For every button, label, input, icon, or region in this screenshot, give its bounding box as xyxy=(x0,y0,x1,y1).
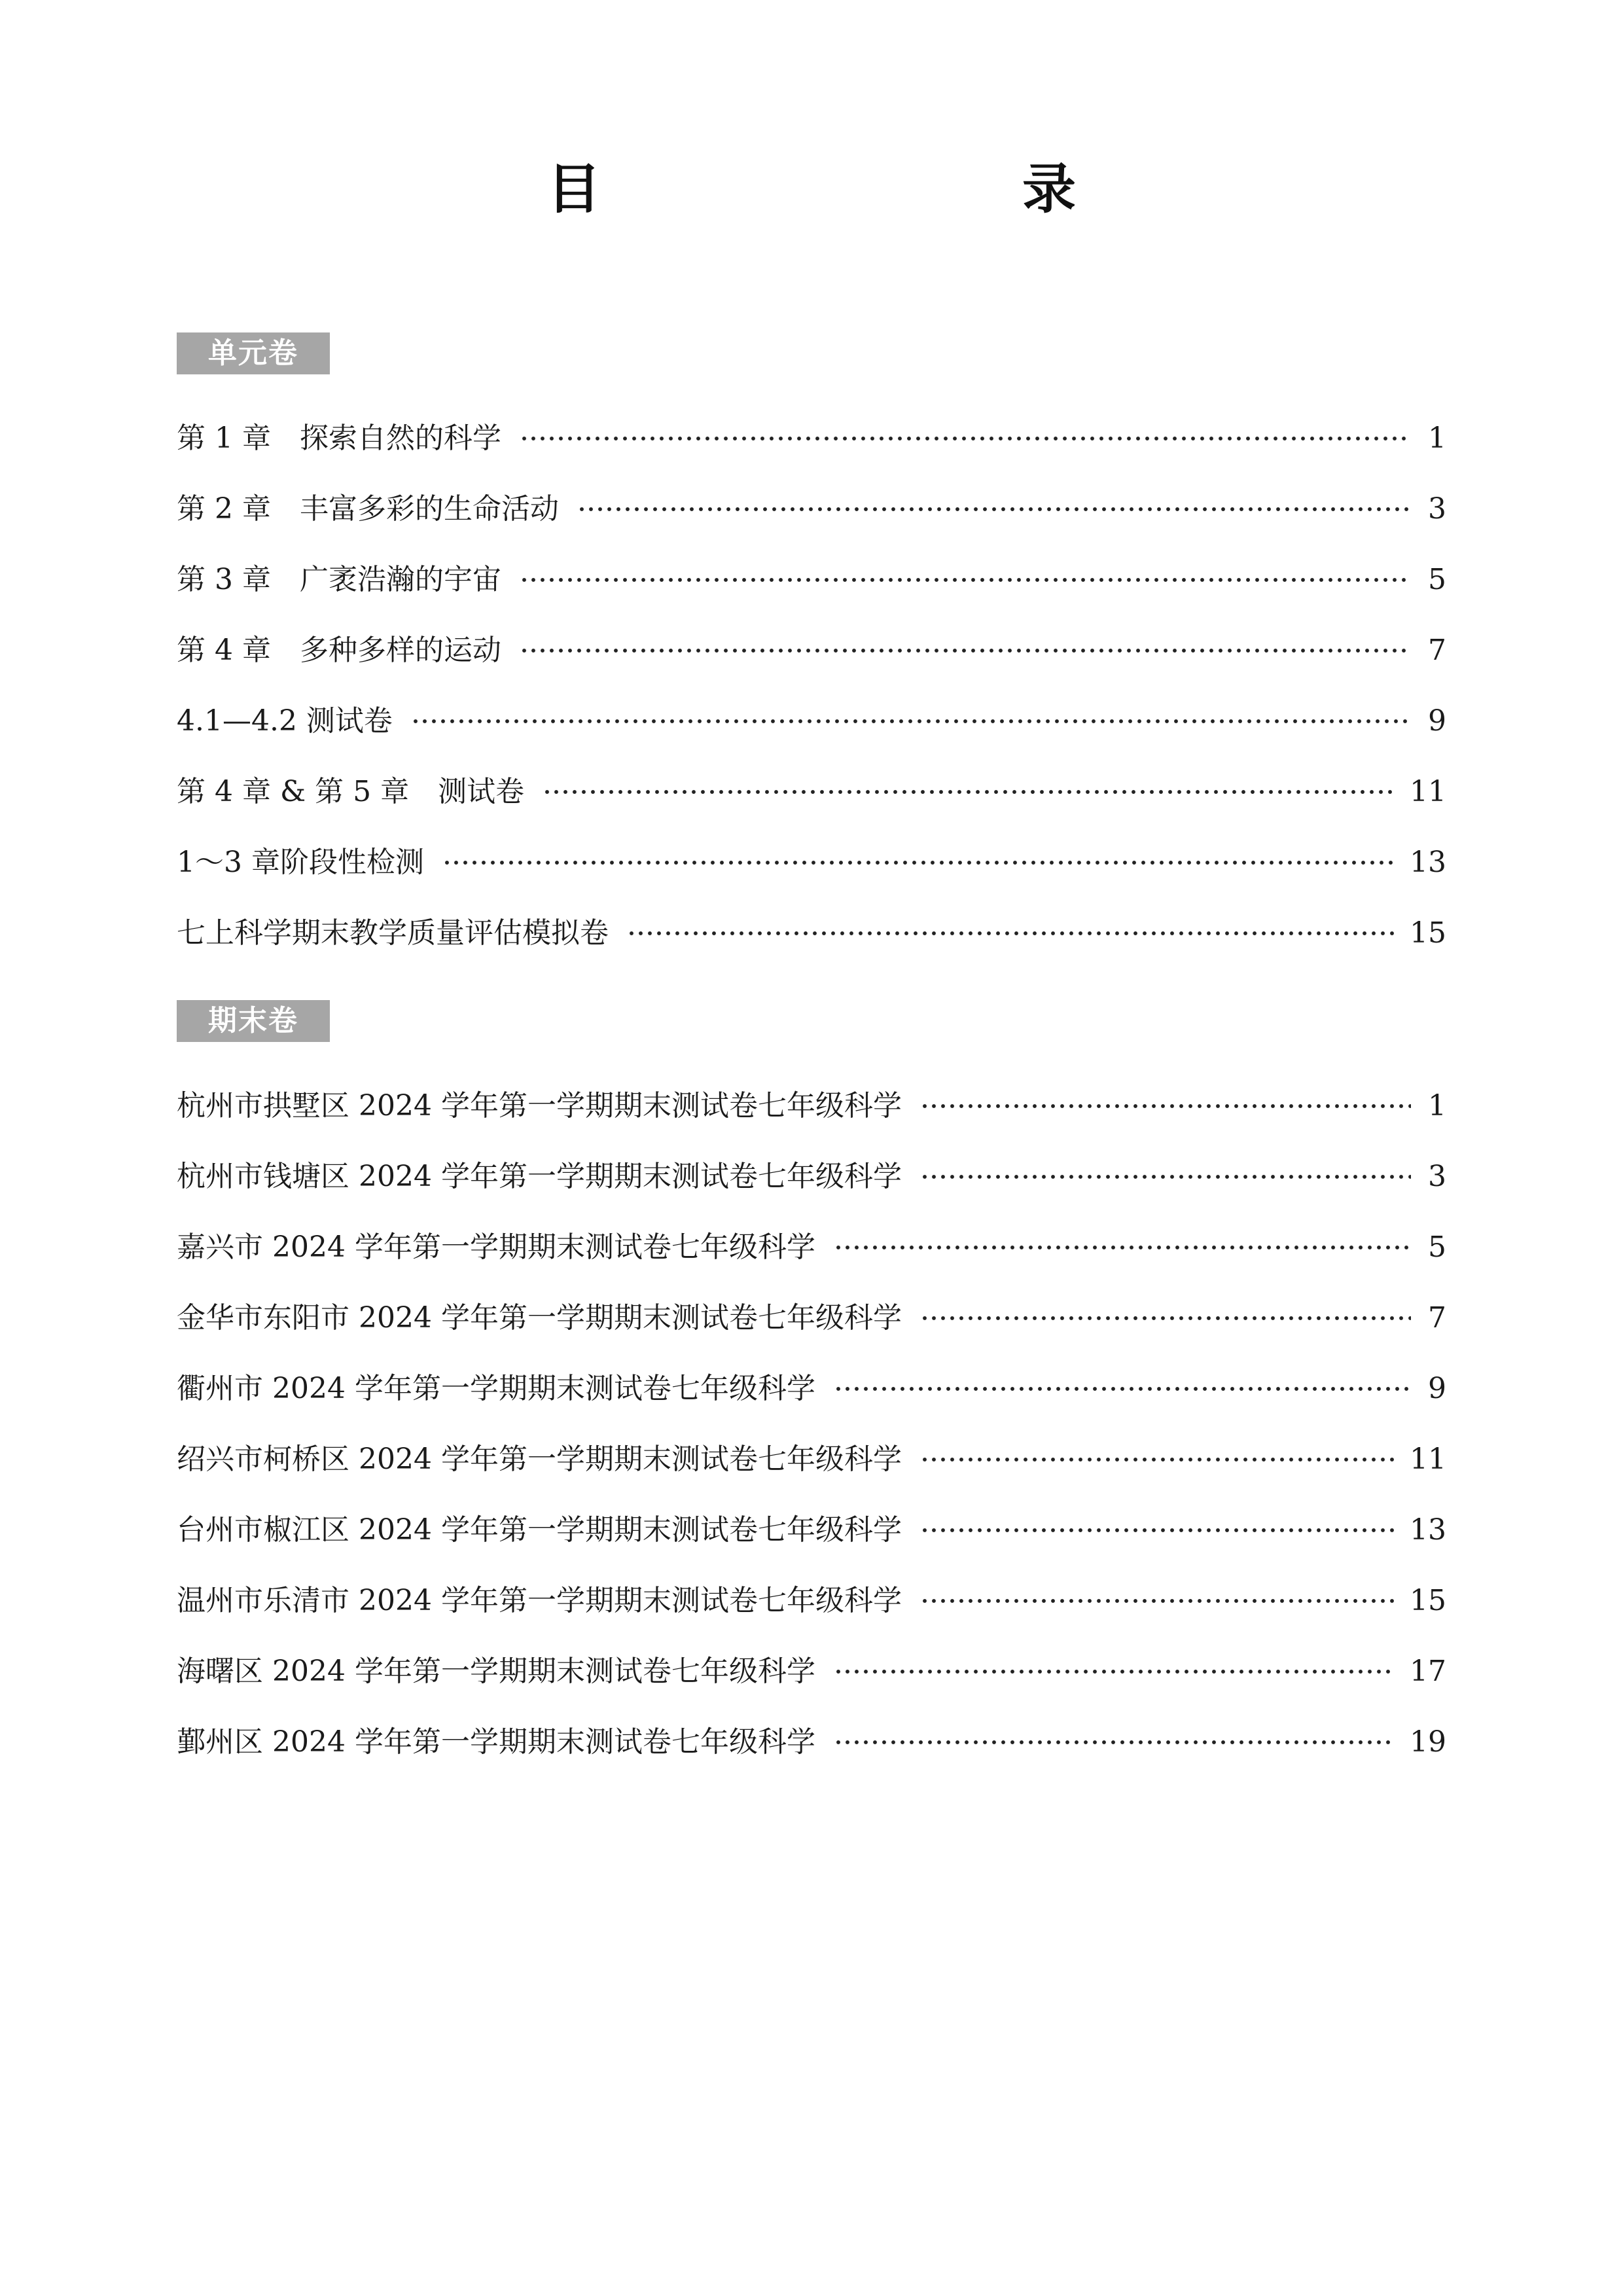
toc-entry[interactable] xyxy=(177,1283,1446,1354)
toc-entry-title: 第 1 章 探索自然的科学 xyxy=(177,422,501,455)
toc-entry[interactable] xyxy=(177,1636,1446,1707)
toc-entry-title: 绍兴市柯桥区 2024 学年第一学期期末测试卷七年级科学 xyxy=(177,1443,902,1476)
dot-leader xyxy=(627,931,1394,936)
toc-entry[interactable] xyxy=(177,1495,1446,1566)
toc-entry-page: 1 xyxy=(1428,422,1446,455)
toc-entry-page: 5 xyxy=(1428,563,1446,596)
toc-entry-title: 第 2 章 丰富多彩的生命活动 xyxy=(177,492,559,526)
toc-entry[interactable] xyxy=(177,1141,1446,1212)
section-tag: 单元卷 xyxy=(177,332,330,374)
toc-entry-page: 7 xyxy=(1428,1301,1446,1335)
toc-entry-title: 嘉兴市 2024 学年第一学期期末测试卷七年级科学 xyxy=(177,1230,815,1264)
toc-entry-page: 3 xyxy=(1428,492,1446,526)
dot-leader xyxy=(834,1386,1411,1391)
toc-entry-page: 5 xyxy=(1428,1230,1446,1264)
toc-entry-title: 衢州市 2024 学年第一学期期末测试卷七年级科学 xyxy=(177,1372,815,1405)
toc-entry[interactable] xyxy=(177,1354,1446,1424)
toc-entry-page: 7 xyxy=(1428,634,1446,667)
toc-entry[interactable] xyxy=(177,1707,1446,1778)
dot-leader xyxy=(834,1245,1411,1250)
toc-entry-page: 13 xyxy=(1410,846,1446,879)
toc-entry-page: 11 xyxy=(1410,1443,1446,1476)
toc-entry-title: 第 4 章 & 第 5 章 测试卷 xyxy=(177,775,525,808)
toc-entry[interactable] xyxy=(177,686,1446,757)
section-tag: 期末卷 xyxy=(177,1000,330,1042)
dot-leader xyxy=(520,577,1411,583)
dot-leader xyxy=(920,1598,1394,1604)
toc-entry-page: 9 xyxy=(1428,1372,1446,1405)
toc-entry[interactable] xyxy=(177,1566,1446,1636)
toc-entry-page: 15 xyxy=(1410,1584,1446,1617)
toc-entry[interactable] xyxy=(177,403,1446,474)
toc-list xyxy=(177,1071,1446,1778)
toc-entry-page: 11 xyxy=(1410,775,1446,808)
dot-leader xyxy=(411,719,1411,724)
toc-entry-title: 海曙区 2024 学年第一学期期末测试卷七年级科学 xyxy=(177,1655,815,1688)
toc-entry-title: 台州市椒江区 2024 学年第一学期期末测试卷七年级科学 xyxy=(177,1513,902,1547)
dot-leader xyxy=(920,1174,1411,1179)
toc-entry-title: 杭州市钱塘区 2024 学年第一学期期末测试卷七年级科学 xyxy=(177,1160,902,1193)
dot-leader xyxy=(834,1669,1394,1674)
section-final-exams xyxy=(177,1000,1446,1778)
toc-entry-title: 1～3 章阶段性检测 xyxy=(177,846,424,879)
toc-entry-page: 1 xyxy=(1428,1089,1446,1122)
toc-entry[interactable] xyxy=(177,898,1446,969)
toc-entry-title: 金华市东阳市 2024 学年第一学期期末测试卷七年级科学 xyxy=(177,1301,902,1335)
toc-entry[interactable] xyxy=(177,545,1446,615)
dot-leader xyxy=(920,1528,1394,1533)
toc-list xyxy=(177,403,1446,969)
dot-leader xyxy=(920,1457,1394,1462)
toc-entry[interactable] xyxy=(177,1212,1446,1283)
toc-entry-title: 鄞州区 2024 学年第一学期期末测试卷七年级科学 xyxy=(177,1725,815,1759)
toc-entry-page: 19 xyxy=(1410,1725,1446,1759)
toc-entry-page: 17 xyxy=(1410,1655,1446,1688)
toc-entry-title: 杭州市拱墅区 2024 学年第一学期期末测试卷七年级科学 xyxy=(177,1089,902,1122)
toc-entry[interactable] xyxy=(177,757,1446,827)
toc-entry-title: 温州市乐清市 2024 学年第一学期期末测试卷七年级科学 xyxy=(177,1584,902,1617)
toc-entry-title: 第 3 章 广袤浩瀚的宇宙 xyxy=(177,563,501,596)
dot-leader xyxy=(520,648,1411,653)
page-title: 目 录 xyxy=(546,158,1181,221)
toc-entry[interactable] xyxy=(177,1424,1446,1495)
dot-leader xyxy=(834,1740,1394,1745)
toc-entry[interactable] xyxy=(177,474,1446,545)
toc-entry-title: 4.1—4.2 测试卷 xyxy=(177,704,393,738)
dot-leader xyxy=(577,507,1411,512)
dot-leader xyxy=(520,436,1411,441)
toc-entry-title: 第 4 章 多种多样的运动 xyxy=(177,634,501,667)
toc-entry[interactable] xyxy=(177,1071,1446,1141)
dot-leader xyxy=(920,1103,1411,1109)
dot-leader xyxy=(920,1316,1411,1321)
toc-entry-title: 七上科学期末教学质量评估模拟卷 xyxy=(177,916,609,950)
dot-leader xyxy=(442,860,1394,865)
toc-entry[interactable] xyxy=(177,615,1446,686)
toc-entry-page: 3 xyxy=(1428,1160,1446,1193)
section-unit-tests xyxy=(177,332,1446,969)
toc-entry-page: 15 xyxy=(1410,916,1446,950)
toc-entry-page: 9 xyxy=(1428,704,1446,738)
toc-entry-page: 13 xyxy=(1410,1513,1446,1547)
dot-leader xyxy=(543,789,1394,795)
toc-entry[interactable] xyxy=(177,827,1446,898)
